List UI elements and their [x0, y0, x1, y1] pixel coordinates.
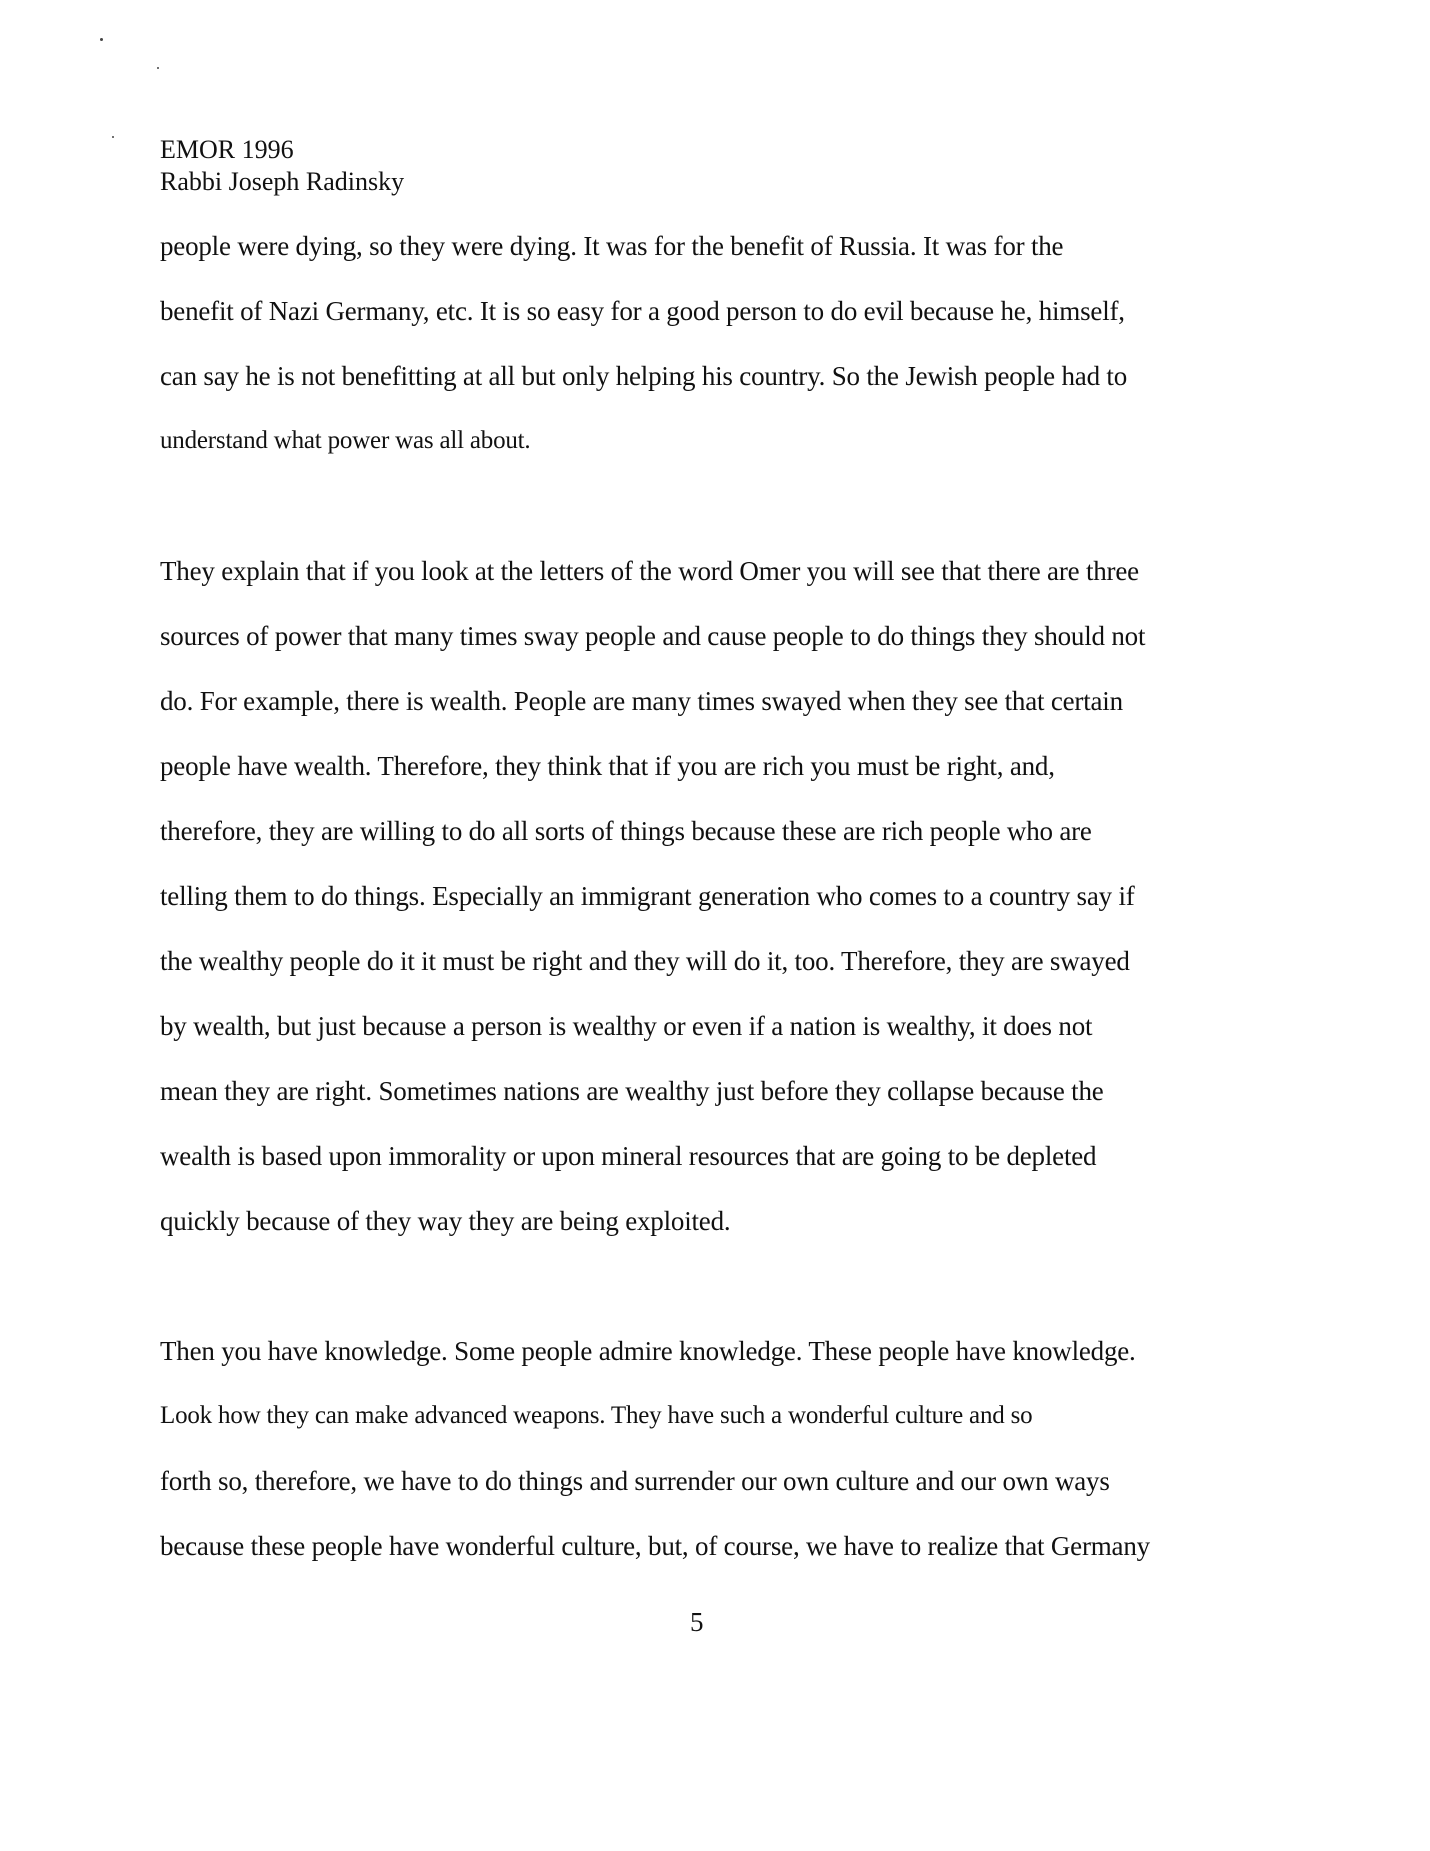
- document-header: [160, 134, 404, 198]
- text-line: sources of power that many times sway people and cause people to do things they should not: [160, 621, 1146, 651]
- text-line: forth so, therefore, we have to do things and surrender our own culture and our own ways: [160, 1466, 1110, 1496]
- text-line: mean they are right. Sometimes nations are wealthy just before they collapse because the: [160, 1076, 1104, 1106]
- scan-speck: [112, 136, 114, 138]
- text-line: people have wealth. Therefore, they think that if you are rich you must be right, and,: [160, 751, 1055, 781]
- text-line: They explain that if you look at the letters of the word Omer you will see that there are three: [160, 556, 1139, 586]
- text-line: because these people have wonderful culture, but, of course, we have to realize that Germany: [160, 1531, 1150, 1561]
- text-line: wealth is based upon immorality or upon mineral resources that are going to be depleted: [160, 1141, 1097, 1171]
- text-line: people were dying, so they were dying. It was for the benefit of Russia. It was for the: [160, 231, 1064, 261]
- scan-speck: [100, 38, 103, 41]
- text-line: quickly because of they way they are being exploited.: [160, 1206, 731, 1236]
- text-line: understand what power was all about.: [160, 427, 531, 454]
- document-title: EMOR 1996: [160, 135, 294, 164]
- text-line: can say he is not benefitting at all but only helping his country. So the Jewish people had to: [160, 361, 1128, 391]
- text-line: Look how they can make advanced weapons. They have such a wonderful culture and so: [160, 1402, 1033, 1429]
- text-line: Then you have knowledge. Some people admire knowledge. These people have knowledge.: [160, 1336, 1136, 1366]
- text-line: the wealthy people do it it must be right and they will do it, too. Therefore, they are swayed: [160, 946, 1130, 976]
- text-line: do. For example, there is wealth. People are many times swayed when they see that certain: [160, 686, 1123, 716]
- document-author: Rabbi Joseph Radinsky: [160, 167, 405, 196]
- text-line: therefore, they are willing to do all sorts of things because these are rich people who are: [160, 816, 1092, 846]
- text-line: benefit of Nazi Germany, etc. It is so easy for a good person to do evil because he, himself,: [160, 296, 1125, 326]
- text-line: telling them to do things. Especially an immigrant generation who comes to a country say if: [160, 881, 1135, 911]
- text-line: by wealth, but just because a person is wealthy or even if a nation is wealthy, it does not: [160, 1011, 1093, 1041]
- scan-speck: [157, 67, 159, 69]
- page-number: 5: [690, 1607, 704, 1637]
